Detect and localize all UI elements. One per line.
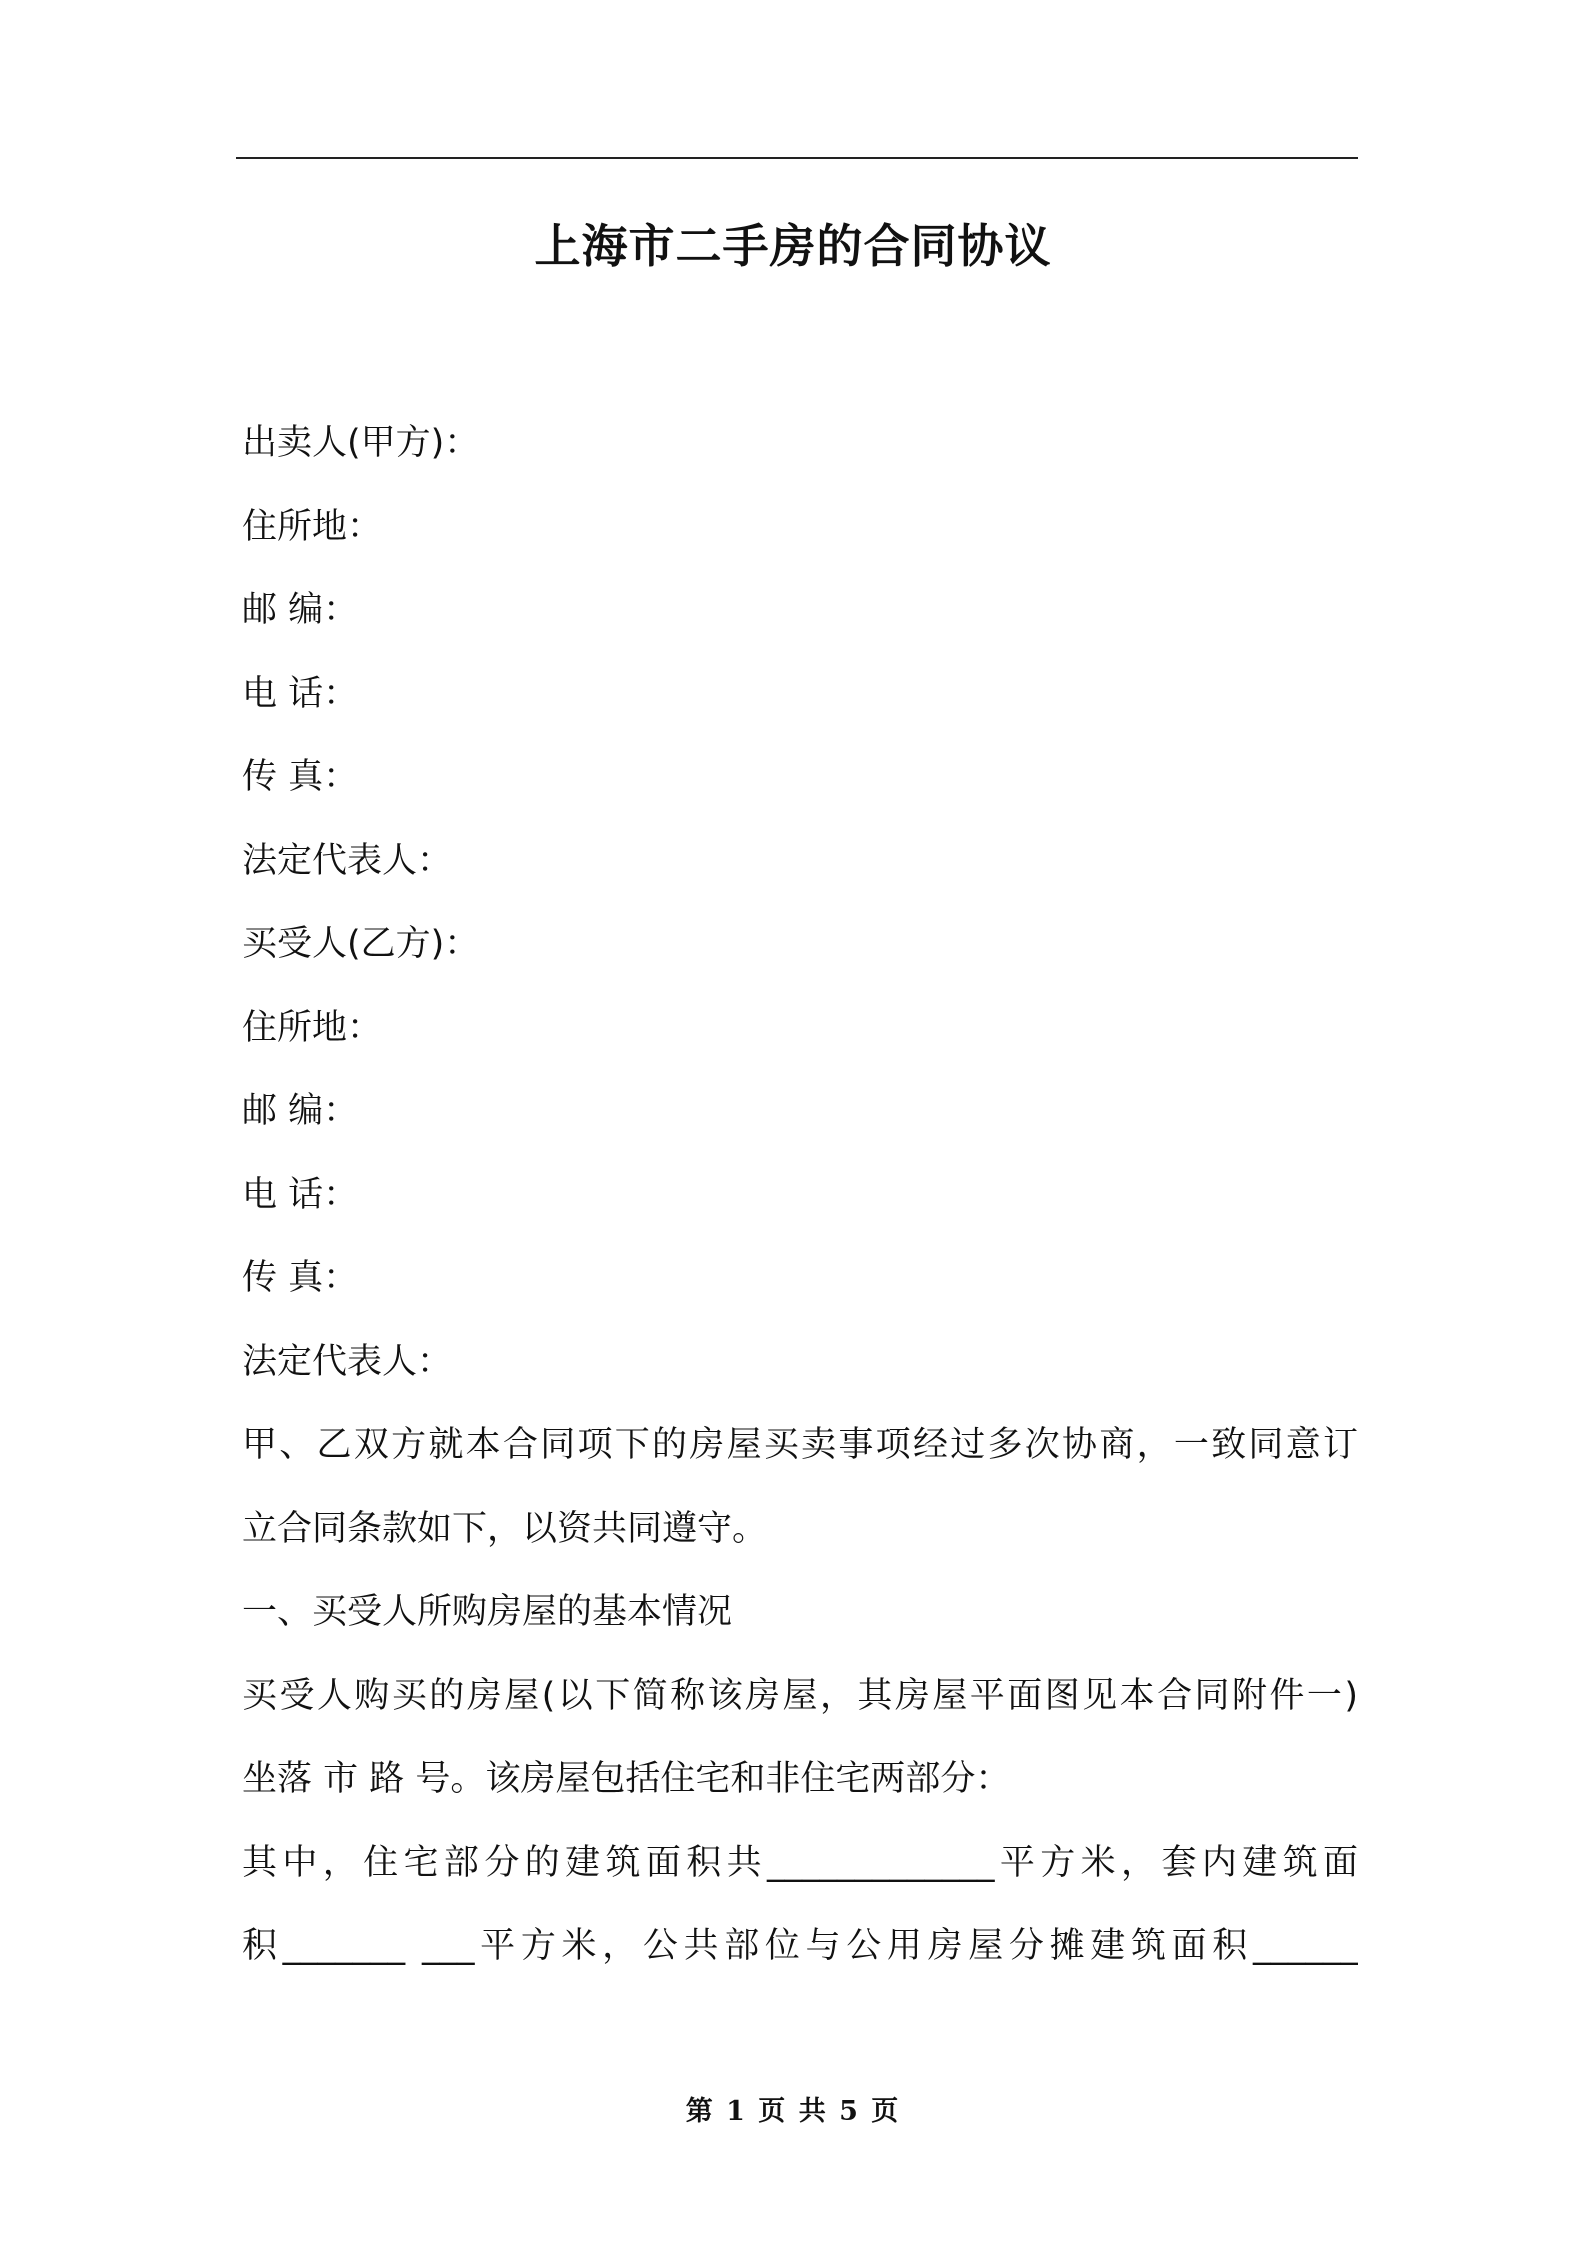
seller-legal-rep-label: 法定代表人：	[242, 840, 453, 881]
header-rule	[236, 157, 1358, 159]
intro-paragraph-line-1: 甲、乙双方就本合同项下的房屋买卖事项经过多次协商，一致同意订	[242, 1425, 1358, 1465]
buyer-address-label: 住所地：	[242, 1007, 383, 1048]
buyer-legal-rep-label: 法定代表人：	[242, 1341, 453, 1382]
seller-phone-label: 电 话：	[242, 673, 359, 714]
page-number-footer: 第 1 页 共 5 页	[685, 2096, 901, 2127]
document-body	[242, 402, 1358, 1989]
seller-postcode-label: 邮 编：	[242, 590, 359, 630]
seller-label: 出卖人(甲方)：	[242, 423, 480, 463]
property-paragraph-line-2: 坐落 市 路 号。该房屋包括住宅和非住宅两部分：	[242, 1759, 1011, 1799]
document-title: 上海市二手房的合同协议	[534, 219, 1052, 273]
area-paragraph-line-1: 其中，住宅部分的建筑面积共_____________平方米，套内建筑面	[242, 1842, 1358, 1883]
buyer-phone-label: 电 话：	[242, 1174, 359, 1215]
area-paragraph-line-2: 积_______ ___平方米，公共部位与公用房屋分摊建筑面积______	[242, 1926, 1358, 1966]
seller-address-label: 住所地：	[242, 506, 383, 547]
seller-fax-label: 传 真：	[242, 757, 359, 797]
buyer-fax-label: 传 真：	[242, 1258, 359, 1298]
property-paragraph-line-1: 买受人购买的房屋(以下简称该房屋，其房屋平面图见本合同附件一)	[242, 1675, 1358, 1716]
section-heading-1: 一、买受人所购房屋的基本情况	[242, 1592, 733, 1632]
buyer-postcode-label: 邮 编：	[242, 1091, 359, 1131]
intro-paragraph-line-2: 立合同条款如下，以资共同遵守。	[242, 1508, 768, 1549]
buyer-label: 买受人(乙方)：	[242, 924, 480, 964]
